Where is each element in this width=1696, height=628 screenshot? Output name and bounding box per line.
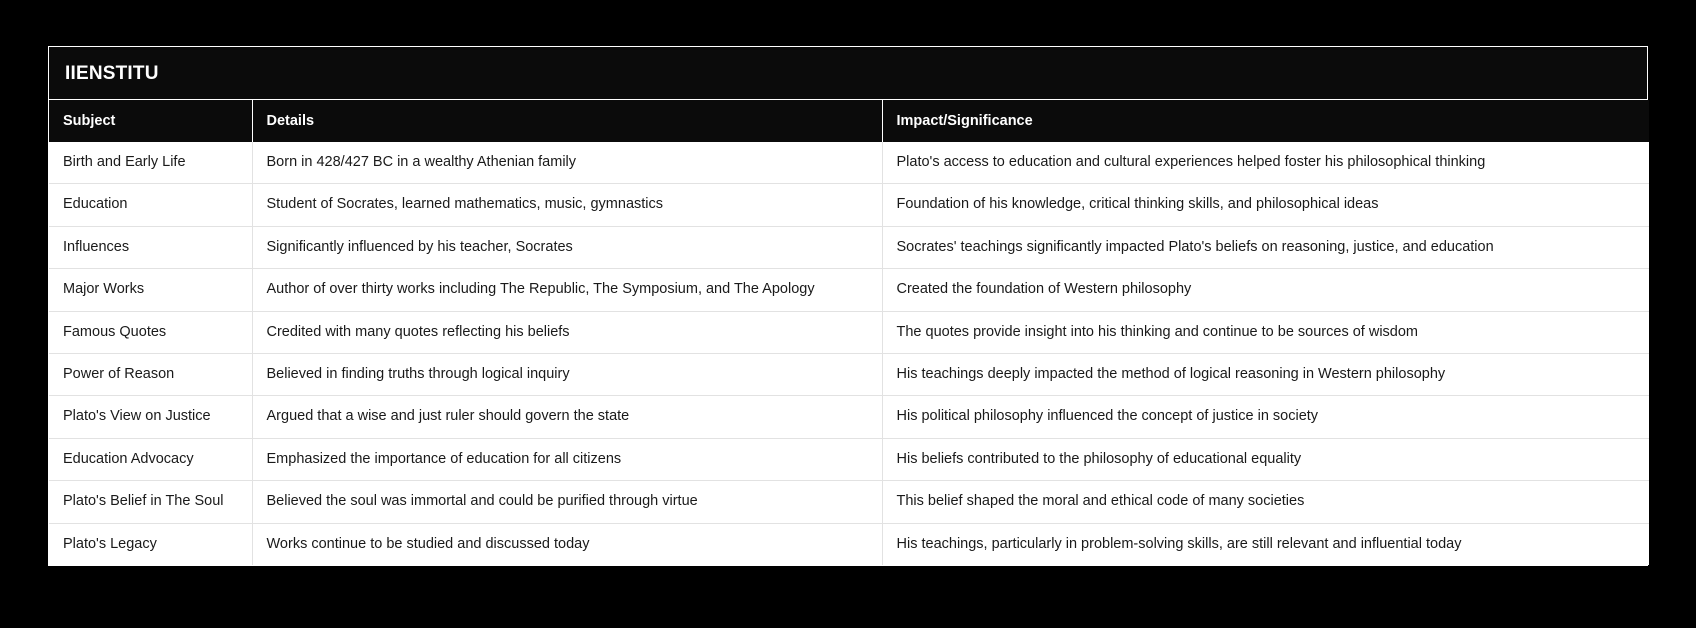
- cell-subject: Birth and Early Life: [49, 142, 252, 184]
- cell-subject: Major Works: [49, 269, 252, 311]
- cell-impact: Plato's access to education and cultural experiences helped foster his philosophical thinking: [882, 142, 1649, 184]
- cell-impact: His political philosophy influenced the concept of justice in society: [882, 396, 1649, 438]
- cell-subject: Plato's Belief in The Soul: [49, 481, 252, 523]
- cell-impact: This belief shaped the moral and ethical code of many societies: [882, 481, 1649, 523]
- table-header-row: [49, 100, 1649, 142]
- table-row: [49, 184, 1649, 226]
- cell-subject: Power of Reason: [49, 353, 252, 395]
- cell-impact: His teachings, particularly in problem-solving skills, are still relevant and influential today: [896, 535, 1462, 552]
- brand-header: [49, 47, 1647, 100]
- table-row: [49, 523, 1649, 565]
- table-row: [49, 311, 1649, 353]
- cell-details: Believed in finding truths through logical inquiry: [252, 353, 882, 395]
- cell-impact: Foundation of his knowledge, critical thinking skills, and philosophical ideas: [882, 184, 1649, 226]
- table-row: [49, 142, 1649, 184]
- table-body: [49, 142, 1649, 565]
- brand-title: IIENSTITU: [65, 63, 159, 84]
- column-header-impact: Impact/Significance: [882, 100, 1649, 142]
- table-row: [49, 269, 1649, 311]
- cell-subject: Education: [49, 184, 252, 226]
- cell-details: Credited with many quotes reflecting his beliefs: [252, 311, 882, 353]
- cell-details: Believed the soul was immortal and could be purified through virtue: [252, 481, 882, 523]
- cell-impact: His beliefs contributed to the philosophy of educational equality: [882, 438, 1649, 480]
- cell-subject: Famous Quotes: [49, 311, 252, 353]
- cell-subject: Influences: [49, 226, 252, 268]
- cell-impact: His teachings deeply impacted the method of logical reasoning in Western philosophy: [882, 353, 1649, 395]
- cell-details: Student of Socrates, learned mathematics, music, gymnastics: [252, 184, 882, 226]
- cell-details: Born in 428/427 BC in a wealthy Athenian family: [252, 142, 882, 184]
- table-row: [49, 438, 1649, 480]
- column-header-details: Details: [252, 100, 882, 142]
- table-row: [49, 226, 1649, 268]
- cell-impact: Socrates' teachings significantly impacted Plato's beliefs on reasoning, justice, and education: [882, 226, 1649, 268]
- cell-subject: Plato's Legacy: [49, 523, 252, 565]
- cell-impact: The quotes provide insight into his thinking and continue to be sources of wisdom: [882, 311, 1649, 353]
- cell-subject: Plato's View on Justice: [49, 396, 252, 438]
- cell-details: Significantly influenced by his teacher, Socrates: [252, 226, 882, 268]
- column-header-subject: Subject: [49, 100, 252, 142]
- cell-subject: Education Advocacy: [49, 438, 252, 480]
- cell-details: Works continue to be studied and discussed today: [252, 523, 882, 565]
- cell-impact: Created the foundation of Western philosophy: [882, 269, 1649, 311]
- table-header: [49, 100, 1649, 142]
- table-row: [49, 353, 1649, 395]
- table-row: [49, 481, 1649, 523]
- cell-details: Author of over thirty works including The Republic, The Symposium, and The Apology: [252, 269, 882, 311]
- info-table-card: [48, 46, 1648, 566]
- plato-summary-table: [49, 100, 1649, 565]
- cell-details: Argued that a wise and just ruler should govern the state: [252, 396, 882, 438]
- cell-details: Emphasized the importance of education for all citizens: [252, 438, 882, 480]
- table-row: [49, 396, 1649, 438]
